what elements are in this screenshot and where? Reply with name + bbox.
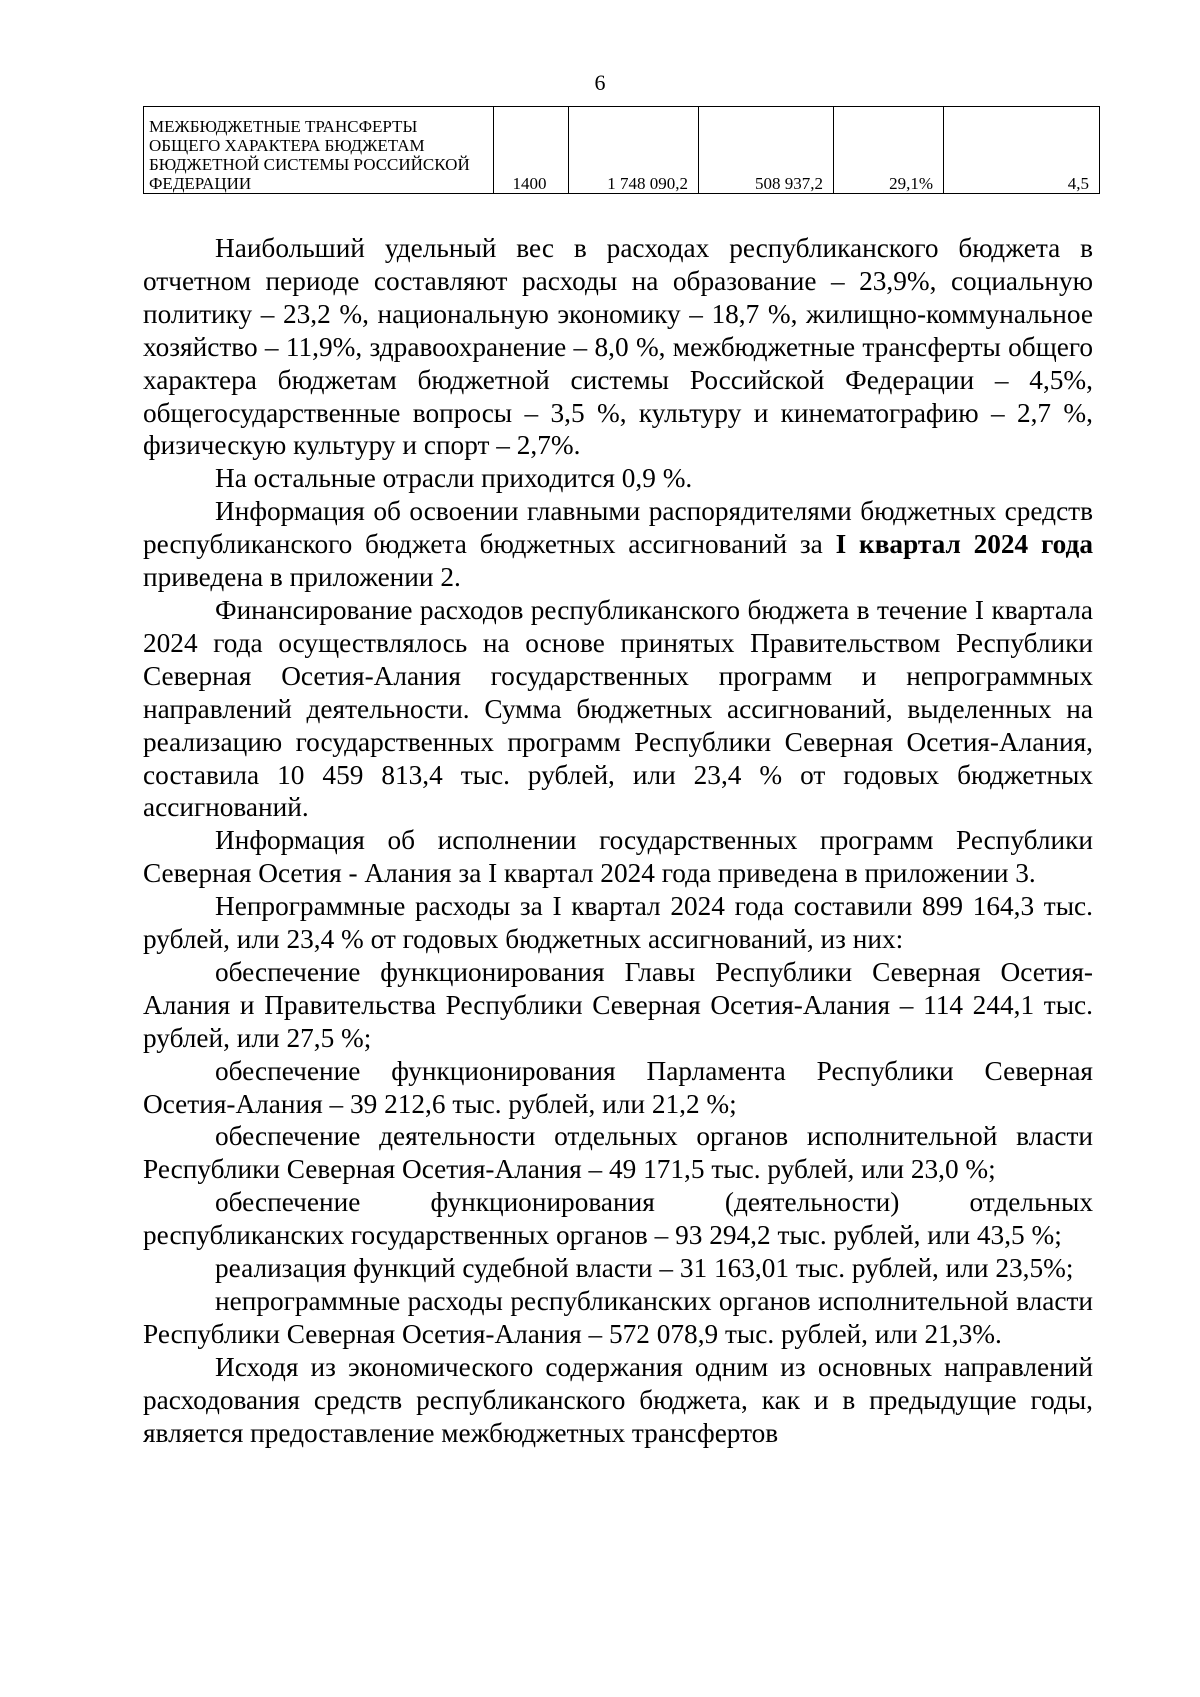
paragraph — [143, 495, 1093, 594]
paragraph-bold: I квартал 2024 года — [835, 529, 1094, 560]
budget-table — [143, 106, 1100, 194]
table-cell-executed: 508 937,2 — [699, 107, 834, 194]
list-paragraph: непрограммные расходы республиканских органов исполнительной власти Республики Северная Осетия-Алания – 572 078,9 тыс. рублей, или 21,3%. — [143, 1286, 1093, 1349]
table-cell-percent: 29,1% — [834, 107, 944, 194]
paragraph: Наибольший удельный вес в расходах республиканского бюджета в отчетном периоде составляют расходы на образование – 23,9%, социальную политику – 23,2 %, национальную экономику – 18,7 %, жилищно-коммунальное хозяйство – 11,9%, здравоохранение – 8,0 %, межбюджетные трансферты общего характера бюджетам бюджетной системы Российской Федерации – 4,5%, общегосударственные вопросы – 3,5 %, культуру и кинематографию – 2,7 %, физическую культуру и спорт – 2,7%. — [143, 233, 1093, 461]
table-cell-share: 4,5 — [944, 107, 1100, 194]
table-cell-name: МЕЖБЮДЖЕТНЫЕ ТРАНСФЕРТЫ ОБЩЕГО ХАРАКТЕРА БЮДЖЕТАМ БЮДЖЕТНОЙ СИСТЕМЫ РОССИЙСКОЙ ФЕДЕРАЦИИ — [144, 107, 494, 194]
list-paragraph: обеспечение деятельности отдельных органов исполнительной власти Республики Северная Осетия-Алания – 49 171,5 тыс. рублей, или 23,0 %; — [143, 1121, 1093, 1185]
table-cell-code: 1400 — [494, 107, 569, 194]
table-cell-annual: 1 748 090,2 — [569, 107, 699, 194]
paragraph: Финансирование расходов республиканского бюджета в течение I квартала 2024 года осуществлялось на основе принятых Правительством Республики Северная Осетия-Алания государственных программ и непрограммных направлений деятельности. Сумма бюджетных ассигнований, выделенных на реализацию государственных программ Республики Северная Осетия-Алания, составила 10 459 813,4 тыс. рублей, или 23,4 % от годовых бюджетных ассигнований. — [143, 594, 1093, 823]
paragraph-text: приведена в приложении 2. — [143, 562, 461, 593]
paragraph: Непрограммные расходы за I квартал 2024 года составили 899 164,3 тыс. рублей, или 23,4 % от годовых бюджетных ассигнований, из них: — [143, 891, 1093, 955]
paragraph-text: Информация об освоении главными распорядителями бюджетных средств республиканского бюджета бюджетных ассигнований за — [143, 496, 1093, 560]
paragraph: На остальные отрасли приходится 0,9 %. — [215, 463, 693, 494]
page-number: 6 — [594, 70, 606, 95]
paragraph: Информация об исполнении государственных программ Республики Северная Осетия - Алания за I квартал 2024 года приведена в приложении 3. — [143, 825, 1093, 889]
list-paragraph: обеспечение функционирования Парламента Республики Северная Осетия-Алания – 39 212,6 тыс. рублей, или 21,2 %; — [143, 1055, 1093, 1119]
list-paragraph: обеспечение функционирования Главы Республики Северная Осетия-Алания и Правительства Республики Северная Осетия-Алания – 114 244,1 тыс. рублей, или 27,5 %; — [143, 956, 1093, 1053]
paragraph: Исходя из экономического содержания одним из основных направлений расходования средств республиканского бюджета, как и в предыдущие годы, является предоставление межбюджетных трансфертов — [143, 1351, 1093, 1448]
list-paragraph: реализация функций судебной власти – 31 163,01 тыс. рублей, или 23,5%; — [215, 1253, 1074, 1284]
table-row — [144, 107, 1100, 194]
body-text — [143, 232, 1093, 1450]
list-paragraph: обеспечение функционирования (деятельности) отдельных республиканских государственных органов – 93 294,2 тыс. рублей, или 43,5 %; — [143, 1187, 1093, 1251]
